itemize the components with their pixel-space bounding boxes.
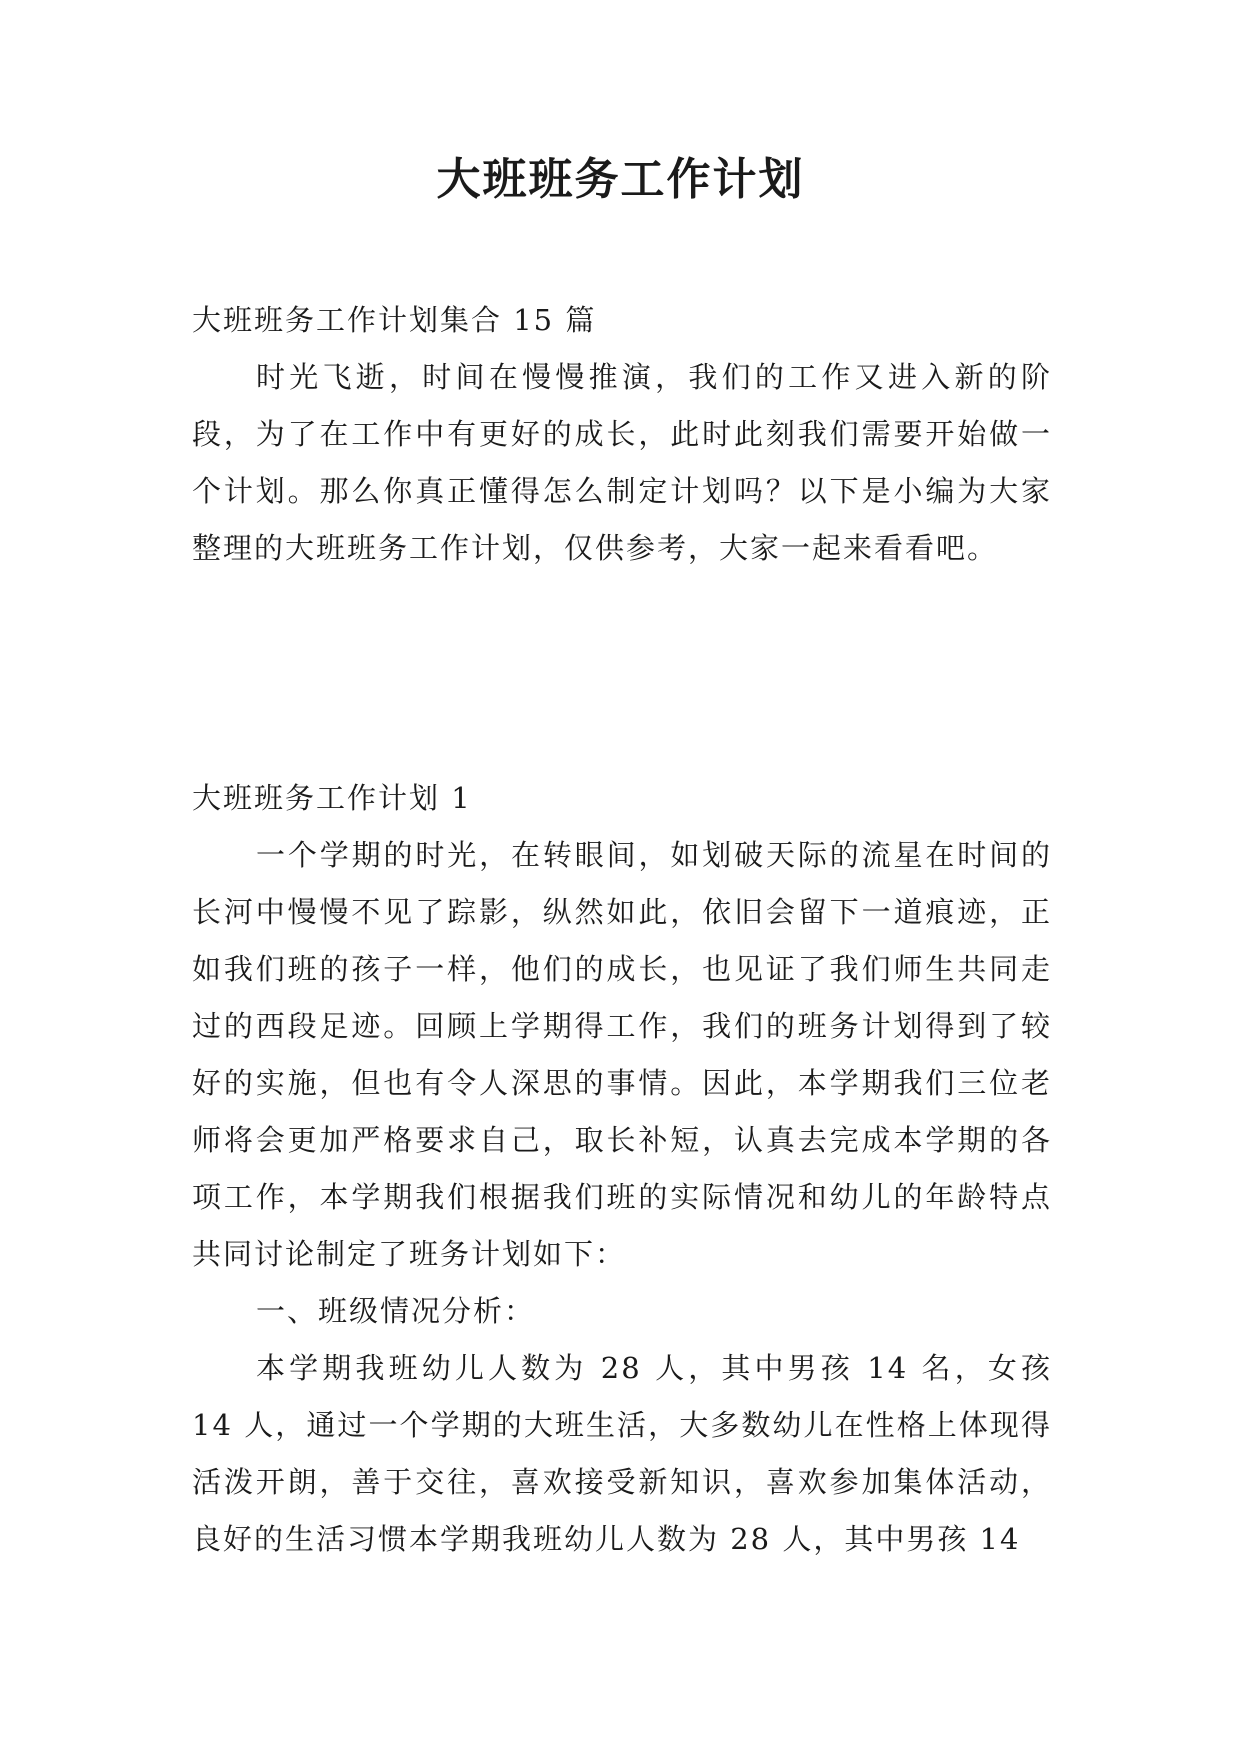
intro-block (192, 292, 1052, 577)
section-1-block (192, 770, 1052, 1568)
section-1-subheading: 一、班级情况分析： (256, 1294, 536, 1328)
document-title: 大班班务工作计划 (436, 154, 805, 205)
section-1-paragraph-1: 一个学期的时光，在转眼间，如划破天际的流星在时间的长河中慢慢不见了踪影，纵然如此，依旧会留下一道痕迹，正如我们班的孩子一样，他们的成长，也见证了我们师生共同走过的西段足迹。回顾上学期得工作，我们的班务计划得到了较好的实施，但也有令人深思的事情。因此，本学期我们三位老师将会更加严格要求自己，取长补短，认真去完成本学期的各项工作，本学期我们根据我们班的实际情况和幼儿的年龄特点共同讨论制定了班务计划如下： (192, 838, 1052, 1271)
intro-paragraph: 时光飞逝，时间在慢慢推演，我们的工作又进入新的阶段，为了在工作中有更好的成长，此时此刻我们需要开始做一个计划。那么你真正懂得怎么制定计划吗？以下是小编为大家整理的大班班务工作计划，仅供参考，大家一起来看看吧。 (192, 360, 1052, 565)
section-1-paragraph-2: 本学期我班幼儿人数为 28 人，其中男孩 14 名，女孩 14 人，通过一个学期的大班生活，大多数幼儿在性格上体现得活泼开朗，善于交往，喜欢接受新知识，喜欢参加集体活动，良好的生活习惯本学期我班幼儿人数为 28 人，其中男孩 14 (192, 1351, 1052, 1556)
section-1-heading: 大班班务工作计划 1 (192, 781, 472, 815)
document-subtitle: 大班班务工作计划集合 15 篇 (192, 303, 597, 337)
